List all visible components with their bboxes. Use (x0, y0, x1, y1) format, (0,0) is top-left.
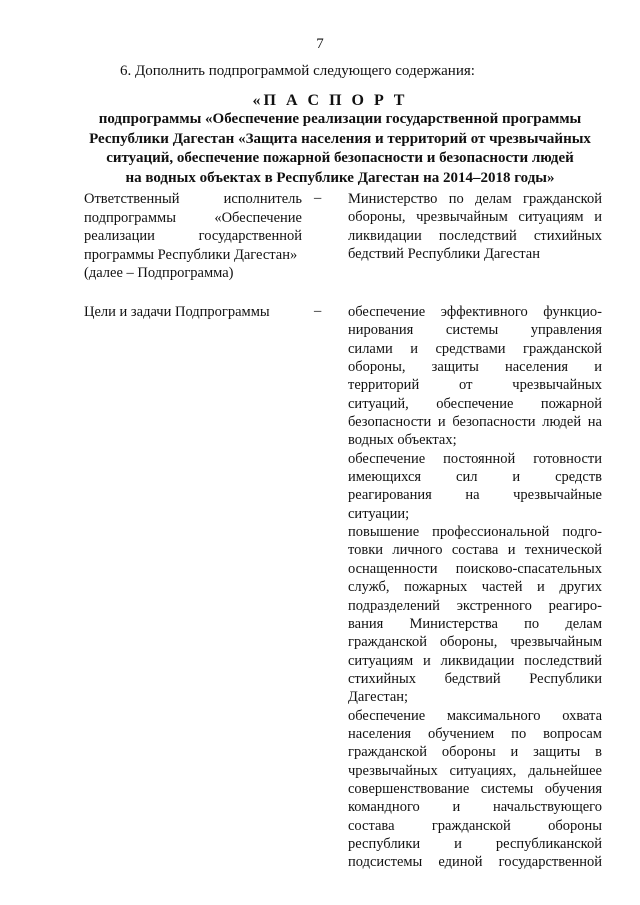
label-line: (далее – Подпрограмма) (84, 265, 234, 281)
value-line: командного и начальствующего (348, 799, 602, 816)
value-line: нирования системы управления (348, 322, 602, 339)
value-line: служб, пожарных частей и других (348, 579, 602, 596)
value-line: ситуации; (348, 505, 410, 522)
value-line: гражданской обороны, чрезвычайным (348, 634, 602, 651)
page-number: 7 (316, 36, 324, 52)
value-line: повышение профессиональной подго- (348, 524, 602, 541)
row-label-goals (84, 303, 302, 322)
passport-title: «П А С П О Р Т (252, 92, 408, 109)
row-dash: – (314, 303, 322, 319)
value-line: Министерство по делам гражданской (348, 191, 602, 207)
label-line: программы Республики Дагестан» (84, 246, 298, 263)
value-line: безопасности и безопасности людей на (348, 414, 602, 431)
value-line: территорий от чрезвычайных (348, 377, 602, 394)
value-line: силами и средствами гражданской (348, 340, 602, 357)
value-line: вания Министерства по делам (348, 615, 602, 632)
label-line: Ответственный исполнитель (84, 191, 302, 207)
value-line: обеспечение максимального охвата (348, 707, 602, 724)
label-line: Цели и задачи Подпрограммы (84, 304, 270, 320)
value-line: оснащенности поисково-спасательных (348, 560, 602, 577)
value-line: Дагестан; (348, 689, 409, 706)
label-line: реализации государственной (84, 228, 302, 244)
value-line: обороны, защиты населения и (348, 359, 602, 376)
subtitle-line: ситуаций, обеспечение пожарной безопасности и безопасности людей (106, 150, 574, 166)
row-label-responsible (84, 190, 302, 283)
value-line: имеющихся сил и средств (348, 469, 602, 486)
value-line: ситуаций, обеспечение пожарной (348, 395, 602, 412)
value-line: обеспечение постоянной готовности (348, 450, 602, 467)
row-value-responsible (348, 190, 602, 263)
row-value-goals (348, 303, 602, 872)
subtitle (70, 110, 610, 188)
subtitle-line: подпрограммы «Обеспечение реализации государственной программы (98, 111, 582, 127)
intro-paragraph: 6. Дополнить подпрограммой следующего содержания: (120, 63, 475, 79)
value-line: гражданской обороны и защиты в (348, 744, 602, 761)
value-line: водных объектах; (348, 432, 457, 449)
value-line: стихийных бедствий Республики (348, 670, 602, 687)
value-line: реагирования на чрезвычайные (348, 487, 602, 504)
subtitle-line: на водных объектах в Республике Дагестан на 2014–2018 годы» (125, 169, 555, 186)
value-line: товки личного состава и технической (348, 542, 602, 559)
value-line: обороны, чрезвычайным ситуациям и (348, 209, 602, 226)
value-line: подсистемы единой государственной (348, 854, 602, 871)
value-line: населения обучением по вопросам (348, 725, 602, 742)
value-line: бедствий Республики Дагестан (348, 246, 540, 263)
label-line: подпрограммы «Обеспечение (84, 209, 302, 226)
value-line: ликвидации последствий стихийных (348, 227, 602, 244)
value-line: ситуациям и ликвидации последствий (348, 652, 602, 669)
value-line: совершенствование системы обучения (348, 780, 602, 797)
row-dash: – (314, 190, 322, 206)
value-line: республики и республиканской (348, 835, 602, 852)
value-line: подразделений экстренного реагиро- (348, 597, 602, 614)
value-line: обеспечение эффективного функцио- (348, 304, 602, 320)
subtitle-line: Республики Дагестан «Защита населения и территорий от чрезвычайных (89, 130, 591, 147)
value-line: состава гражданской обороны (348, 817, 602, 834)
value-line: чрезвычайных ситуациях, дальнейшее (348, 762, 602, 779)
